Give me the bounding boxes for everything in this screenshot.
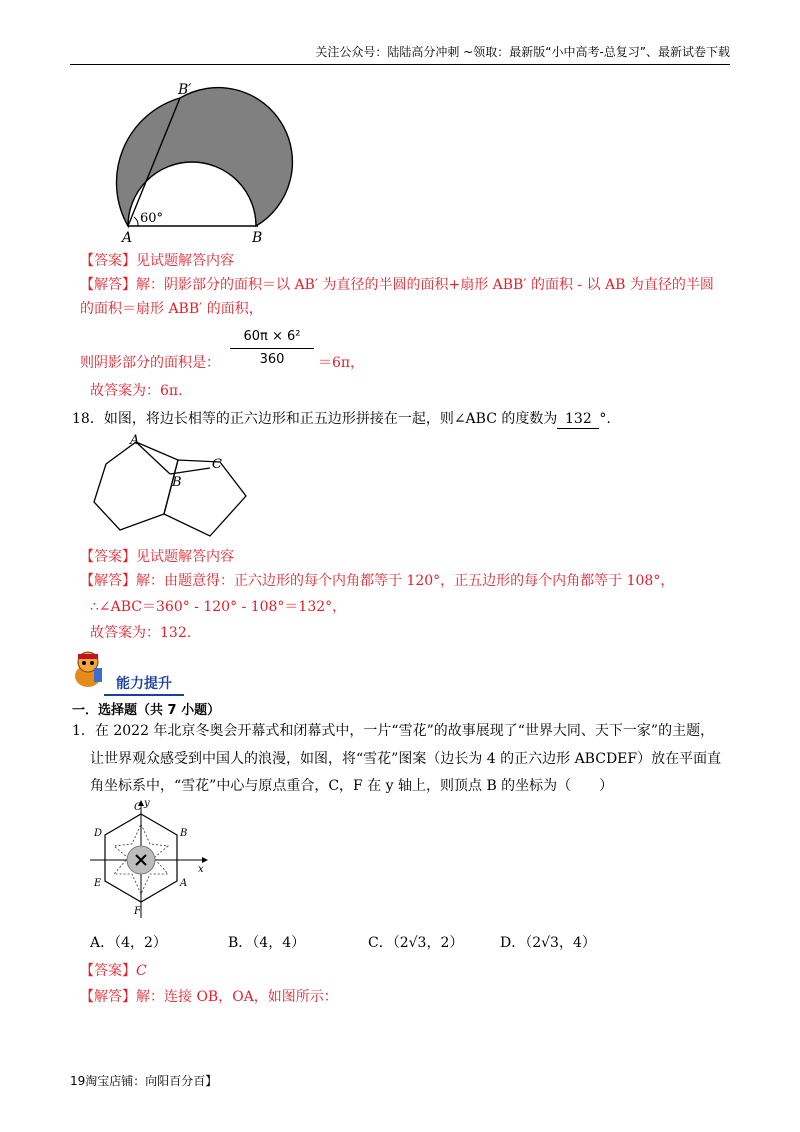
label-b: B (252, 230, 263, 246)
label-c: C (134, 802, 142, 813)
label-a: A (180, 878, 188, 889)
label-e: E (94, 878, 102, 889)
q17-solution-line1: 【解答】解：阴影部分的面积＝以 AB′ 为直径的半圆的面积+扇形 ABB′ 的面积 - 以 AB 为直径的半圆 (80, 277, 714, 293)
q18-answer: 【答案】见试题解答内容 (80, 549, 234, 565)
q18-stem-text: 18．如图，将边长相等的正六边形和正五边形拼接在一起，则∠ABC 的度数为 (72, 411, 558, 427)
q18-blank: 132 (557, 410, 599, 429)
label-a: A (122, 230, 133, 246)
label-b-prime: B′ (178, 82, 192, 98)
q17-solution-line2: 的面积＝扇形 ABB′ 的面积， (80, 301, 263, 317)
mascot-icon (70, 648, 106, 690)
q1-option-c: C．（2√3，2） (368, 935, 464, 951)
q18-solution-line2: ∴∠ABC＝360° - 120° - 108°＝132°， (90, 599, 347, 615)
section-title: 一．选择题（共 7 小题） (72, 703, 221, 718)
label-f: F (134, 906, 141, 917)
figure-snowflake-hexagon (88, 798, 218, 924)
q1-option-b: B．（4，4） (228, 935, 306, 951)
q1-stem-line1: 1．在 2022 年北京冬奥会开幕式和闭幕式中，一片“雪花”的故事展现了“世界大同、天下一家”的主题， (72, 723, 715, 739)
fraction-denominator: 360 (259, 352, 285, 367)
q18-solution-line1: 【解答】解：由题意得：正六边形的每个内角都等于 120°，正五边形的每个内角都等于 108°， (80, 573, 675, 589)
q1-option-a: A．（4，2） (90, 935, 167, 951)
segment-ab (136, 442, 170, 474)
label-x: x (198, 864, 204, 875)
pentagon (164, 460, 246, 536)
figure-hexagon-pentagon (80, 432, 280, 542)
page-footer: 19淘宝店铺：向阳百分百】 (70, 1074, 218, 1088)
fraction-numerator: 60π × 6² (230, 328, 314, 349)
label-c: C (212, 457, 222, 472)
q1-option-d: D．（2√3，4） (500, 935, 596, 951)
q17-fraction (230, 328, 314, 369)
q1-solution: 【解答】解：连接 OB，OA，如图所示： (80, 989, 338, 1005)
q18-final-answer: 故答案为：132. (90, 625, 192, 641)
q17-solution-line3-post: ＝6π， (318, 355, 365, 371)
q1-stem-line3: 角坐标系中，“雪花”中心与原点重合，C，F 在 y 轴上，则顶点 B 的坐标为（ ） (90, 778, 614, 794)
page-header: 关注公众号：陆陆高分冲刺 ~领取：最新版“小中高考-总复习”、最新试卷下载 (70, 40, 730, 65)
shaded-region (117, 88, 293, 226)
section-banner: 能力提升 (104, 674, 184, 696)
q17-solution-line3-pre: 则阴影部分的面积是： (80, 355, 220, 371)
q1-answer-value: C (136, 963, 147, 979)
q17-final-answer: 故答案为：6π. (90, 383, 183, 399)
q17-answer: 【答案】见试题解答内容 (80, 253, 234, 269)
label-a: A (130, 433, 140, 448)
label-b: B (180, 828, 188, 839)
label-d: D (94, 828, 103, 839)
q1-answer-label: 【答案】 (80, 963, 136, 979)
figure-semicircle-sector (80, 82, 280, 248)
q1-answer (80, 960, 147, 982)
label-angle-60: 60° (140, 211, 164, 226)
angle-arc (134, 217, 138, 226)
q18-stem-end: °. (599, 411, 611, 427)
label-b: B (172, 475, 182, 490)
x-axis-arrow (202, 857, 208, 863)
label-y: y (144, 798, 150, 809)
q1-stem-line2: 让世界观众感受到中国人的浪漫，如图，将“雪花”图案（边长为 4 的正六边形 ABCDEF）放在平面直 (90, 751, 722, 767)
hexagon (94, 442, 178, 530)
q18-stem (72, 408, 611, 430)
